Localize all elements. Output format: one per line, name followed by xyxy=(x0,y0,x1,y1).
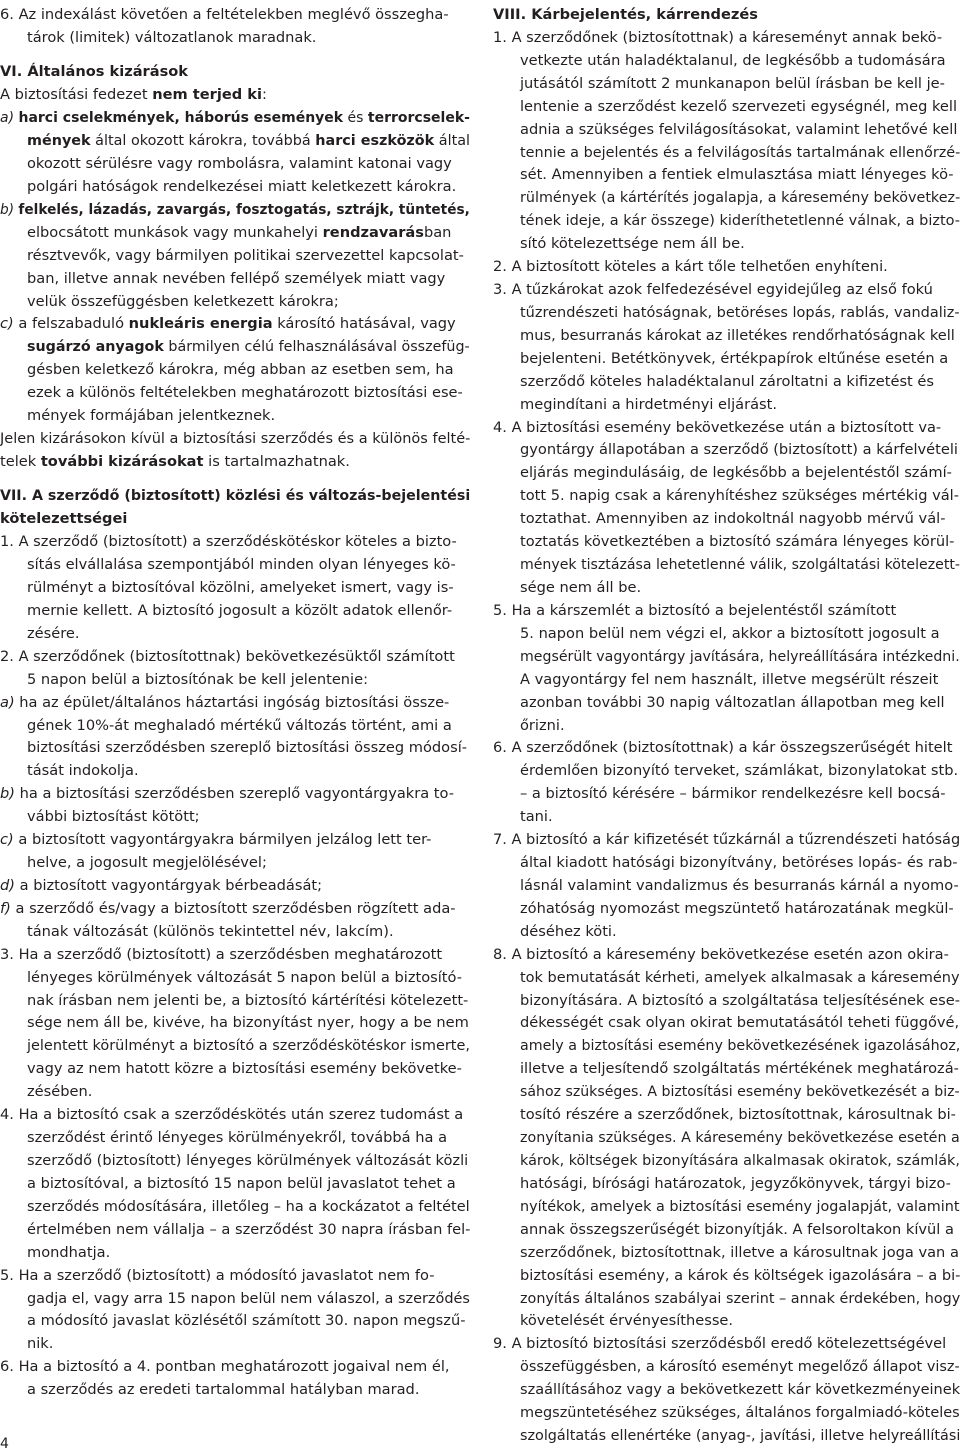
text-line xyxy=(520,1172,951,1196)
text-line xyxy=(520,1424,960,1448)
text-line xyxy=(0,897,456,921)
text-run: megszüntetéséhez szükséges, általános forgalmiadó-köteles xyxy=(520,1404,960,1421)
text-line xyxy=(520,782,946,806)
text-run: a szerződés az eredeti tartalommal hatályban marad. xyxy=(27,1381,420,1398)
text-run: károk, költségek bizonyítására alkalmasak okiratok, számlák, xyxy=(520,1152,960,1169)
text-line xyxy=(520,1378,960,1402)
text-line xyxy=(27,1241,110,1265)
text-line xyxy=(27,920,394,944)
text-run: szerződést érintő lényeges körülményekről, továbbá ha a xyxy=(27,1129,448,1146)
text-run: 6. A szerződőnek (biztosítottnak) a kár összegszerűségét hitelt xyxy=(493,739,953,756)
text-run: ban xyxy=(423,224,452,241)
text-run: déséhez köti. xyxy=(520,923,617,940)
text-run: biztosítási esemény, a károk és költségek igazolására – a bi- xyxy=(520,1267,960,1284)
text-run: is tartalmazhatnak. xyxy=(203,453,350,470)
text-run: : xyxy=(262,86,267,103)
text-run: vábbi biztosítást kötött; xyxy=(27,808,200,825)
text-line xyxy=(27,1034,470,1058)
text-line xyxy=(520,1287,960,1311)
text-line xyxy=(27,1057,462,1081)
text-line xyxy=(520,1011,959,1035)
text-run: 9. A biztosító biztosítási szerződésből eredő kötelezettségével xyxy=(493,1335,947,1352)
text-run: tárok (limitek) változatlanok maradnak. xyxy=(27,29,317,46)
text-line xyxy=(27,244,464,268)
text-line xyxy=(520,72,945,96)
text-run: telek xyxy=(0,453,41,470)
text-run: annak összegszerűségét bizonyítják. A felsoroltakon kívül a xyxy=(520,1221,954,1238)
text-run: Jelen kizárásokon kívül a biztosítási szerződés és a különös felté- xyxy=(0,430,471,447)
text-run: zésére. xyxy=(27,625,80,642)
text-run: bizonyítására. A biztosító a szolgáltatása teljesítésének ese- xyxy=(520,992,960,1009)
text-run: vetkezte után haladéktalanul, de legkésőbb a tudomására xyxy=(520,52,946,69)
text-line xyxy=(520,668,938,692)
text-run: jutásától számított 2 munkanapon belül írásban be kell je- xyxy=(520,75,945,92)
text-line xyxy=(0,530,457,554)
text-run: a felszabaduló xyxy=(13,315,129,332)
text-line xyxy=(0,828,431,852)
text-line xyxy=(27,553,456,577)
text-run: 8. A biztosító a káresemény bekövetkezése esetén azon okira- xyxy=(493,946,949,963)
text-run: követelését érvényesíthesse. xyxy=(520,1312,734,1329)
text-run: terrorcselek- xyxy=(367,109,470,126)
text-run: mondhatja. xyxy=(27,1244,111,1261)
text-run: okozott sérülésre vagy rombolásra, valamint katonai vagy xyxy=(27,155,452,172)
text-line xyxy=(0,782,454,806)
text-line xyxy=(520,393,777,417)
text-run: nem terjed ki xyxy=(152,86,263,103)
text-line xyxy=(520,1264,960,1288)
text-run: sége nem áll be, kivéve, ha bizonyítást nyer, hogy a be nem xyxy=(27,1014,469,1031)
text-line xyxy=(520,49,946,73)
text-run: 5. napon belül nem végzi el, akkor a biztosított jogosult a xyxy=(520,625,940,642)
text-line xyxy=(520,851,958,875)
text-line xyxy=(520,576,641,600)
text-line xyxy=(0,60,188,84)
text-run: és xyxy=(343,109,368,126)
text-run: szaállításához vagy a bekövetkezett kár következményeinek xyxy=(520,1381,960,1398)
text-line xyxy=(27,381,463,405)
text-run: d) xyxy=(0,877,15,894)
text-run: mények tisztázása lehetetlenné válik, szolgáltatási kötelezett- xyxy=(520,556,960,573)
text-run: a) xyxy=(0,109,15,126)
text-line xyxy=(520,1080,960,1104)
text-line xyxy=(520,370,934,394)
text-run: gének 10%-át meghaladó mértékű változás történt, ami a xyxy=(27,717,452,734)
text-run: lényeges körülmények változását 5 napon belül a biztosító- xyxy=(27,969,462,986)
text-run: rülmények (a kártérítés jogalapja, a káresemény bekövetkez- xyxy=(520,189,960,206)
text-run: zonyítania szükséges. A káresemény bekövetkezése esetén a xyxy=(520,1129,960,1146)
text-line xyxy=(0,484,470,508)
text-run: további kizárásokat xyxy=(40,453,204,470)
text-line xyxy=(520,966,960,990)
text-run: ha az épület/általános háztartási ingóság biztosítási össze- xyxy=(14,694,450,711)
text-line xyxy=(493,278,933,302)
text-run: 3. Ha a szerződő (biztosított) a szerződésben meghatározott xyxy=(0,946,443,963)
text-run: szerződőnek, biztosítottnak, illetve a károsultnak joga van a xyxy=(520,1244,959,1261)
text-line xyxy=(0,1103,463,1127)
text-run: őrizni. xyxy=(520,717,565,734)
text-run: b) xyxy=(0,201,15,218)
text-run: érdemlően bizonyító terveket, számlákat, bizonylatokat stb. xyxy=(520,762,959,779)
text-line xyxy=(520,553,960,577)
text-line xyxy=(0,83,267,107)
text-run: a szerződő és/vagy a biztosított szerződésben rögzített ada- xyxy=(10,900,456,917)
text-line xyxy=(520,301,960,325)
text-run: 5. Ha a kárszemlét a biztosító a bejelentéstől számított xyxy=(493,602,897,619)
text-line xyxy=(520,645,960,669)
text-run: lentenie a szerződést kezelő szervezeti egységnél, meg kell xyxy=(520,98,958,115)
text-line xyxy=(0,450,350,474)
text-line xyxy=(520,484,959,508)
text-line xyxy=(27,1080,92,1104)
text-run: értelmében nem vállalja – a szerződést 30 napra írásban fel- xyxy=(27,1221,471,1238)
text-run: b) xyxy=(0,785,15,802)
text-line xyxy=(27,668,368,692)
text-line xyxy=(520,530,954,554)
text-run: – a biztosító kérésére – bármikor rendelkezésre kell bocsá- xyxy=(520,785,946,802)
text-run: vagy az nem hatott közre a biztosítási esemény bekövetke- xyxy=(27,1060,462,1077)
text-run: c) xyxy=(0,831,14,848)
text-run: a módosító javaslat közlésétől számított 30. napon megszű- xyxy=(27,1312,466,1329)
text-line xyxy=(520,759,958,783)
text-line xyxy=(0,874,322,898)
text-line xyxy=(493,943,949,967)
text-run: mények formájában jelentkeznek. xyxy=(27,407,276,424)
text-run: által xyxy=(434,132,471,149)
page-number: 4 xyxy=(0,1436,9,1452)
text-line xyxy=(520,1149,960,1173)
text-line xyxy=(0,691,449,715)
text-run: mernie kellett. A biztosító jogosult a közölt adatok ellenőr- xyxy=(27,602,453,619)
text-line xyxy=(520,186,960,210)
text-line xyxy=(520,1309,733,1333)
text-run: zóhatóság nyomozást megszüntető határozatának megkül- xyxy=(520,900,954,917)
text-line xyxy=(520,1218,954,1242)
text-run: károsító hatásával, vagy xyxy=(272,315,456,332)
text-run: 3. A tűzkárokat azok felfedezésével egyidejűleg az első fokú xyxy=(493,281,933,298)
text-run: a) xyxy=(0,694,15,711)
text-run: nak írásban nem jelenti be, a biztosító kártérítési kötelezett- xyxy=(27,992,469,1009)
text-line xyxy=(27,1172,456,1196)
text-line xyxy=(27,714,452,738)
text-line xyxy=(27,1287,470,1311)
text-run: A biztosítási fedezet xyxy=(0,86,153,103)
text-line xyxy=(0,1355,450,1379)
text-line xyxy=(27,26,316,50)
text-run: jelentett körülményt a biztosító a szerződéskötéskor ismerte, xyxy=(27,1037,470,1054)
text-line xyxy=(27,805,200,829)
text-line xyxy=(520,897,954,921)
text-run: mények xyxy=(27,132,91,149)
text-line xyxy=(520,95,957,119)
text-run: f) xyxy=(0,900,11,917)
text-run: c) xyxy=(0,315,14,332)
text-line xyxy=(493,416,941,440)
text-run: 4. Ha a biztosító csak a szerződéskötés után szerez tudomást a xyxy=(0,1106,464,1123)
text-run: 6. Ha a biztosító a 4. pontban meghatározott jogaival nem él, xyxy=(0,1358,450,1375)
text-line xyxy=(520,874,959,898)
text-line xyxy=(520,347,948,371)
text-line xyxy=(493,1332,946,1356)
text-run: felkelés, lázadás, zavargás, fosztogatás, sztrájk, tüntetés, xyxy=(18,201,470,218)
text-run: toztathat. Amennyiben az indokoltnál nagyobb mérvű vál- xyxy=(520,510,946,527)
text-run: rendzavarás xyxy=(322,224,424,241)
text-run: zésében. xyxy=(27,1083,93,1100)
text-line xyxy=(520,1034,960,1058)
text-line xyxy=(0,3,449,27)
text-run: dékességét csak olyan okirat bemutatásától teheti függővé, xyxy=(520,1014,960,1031)
text-run: illetve a teljesítendő szolgáltatás mértékének meghatározá- xyxy=(520,1060,959,1077)
text-run: harci cselekmények, háborús események xyxy=(18,109,344,126)
text-line xyxy=(27,599,452,623)
text-line xyxy=(520,507,945,531)
text-line xyxy=(493,828,960,852)
text-run: 6. Az indexálást követően a feltételekben meglévő összegha- xyxy=(0,6,449,23)
text-line xyxy=(520,805,553,829)
text-run: szerződő köteles haladéktalanul zároltatni a kifizetést és xyxy=(520,373,934,390)
text-run: ha a biztosítási szerződésben szereplő vagyontárgyakra to- xyxy=(14,785,454,802)
text-run: ban, illetve annak nevében fellépő személyek miatt vagy xyxy=(27,270,446,287)
text-line xyxy=(520,141,960,165)
text-line xyxy=(27,1195,470,1219)
text-run: sító kötelezettsége nem áll be. xyxy=(520,235,745,252)
text-line xyxy=(520,232,745,256)
text-line xyxy=(27,759,139,783)
text-run: összefüggésben, a károsító eseményt megelőző állapot visz- xyxy=(520,1358,960,1375)
text-run: tosító részére a szerződőnek, biztosítottnak, károsultnak bi- xyxy=(520,1106,956,1123)
text-run: kötelezettségei xyxy=(0,510,128,527)
text-line xyxy=(27,129,470,153)
text-run: tani. xyxy=(520,808,553,825)
text-line xyxy=(520,209,960,233)
text-run: tának változását (különös tekintettel név, lakcím). xyxy=(27,923,394,940)
text-line xyxy=(0,198,470,222)
text-run: a biztosított vagyontárgyakra bármilyen jelzálog lett ter- xyxy=(13,831,432,848)
text-line xyxy=(0,312,456,336)
text-run: VI. Általános kizárások xyxy=(0,63,189,80)
text-run: sét. Amennyiben a fentiek elmulasztása miatt lényeges kö- xyxy=(520,166,954,183)
text-run: 2. A szerződőnek (biztosítottnak) bekövetkezésüktől számított xyxy=(0,648,455,665)
text-run: nik. xyxy=(27,1335,54,1352)
text-run: azonban további 30 napig változatlan állapotban meg kell xyxy=(520,694,945,711)
text-run: A vagyontárgy fel nem használt, illetve megsérült részeit xyxy=(520,671,939,688)
text-run: tének ideje, a kár összege) kideríthetetlenné válnak, a bizto- xyxy=(520,212,960,229)
text-run: bejelenteni. Betétkönyvek, értékpapírok eltűnése esetén a xyxy=(520,350,949,367)
text-line xyxy=(27,1309,465,1333)
text-line xyxy=(0,1264,435,1288)
text-run: gadja el, vagy arra 15 napon belül nem válaszol, a szerződés xyxy=(27,1290,470,1307)
text-run: sége nem áll be. xyxy=(520,579,642,596)
text-line xyxy=(520,461,952,485)
text-line xyxy=(520,324,955,348)
text-run: sítás elvállalása szempontjából minden olyan lényeges kö- xyxy=(27,556,456,573)
text-line xyxy=(27,1378,419,1402)
text-run: által kiadott hatósági bizonyítvány, betöréses lopás- és rab- xyxy=(520,854,958,871)
text-run: 1. A szerződő (biztosított) a szerződéskötéskor köteles a bizto- xyxy=(0,533,457,550)
text-run: résztvevők, vagy bármilyen politikai szervezettel kapcsolat- xyxy=(27,247,464,264)
text-line xyxy=(27,358,454,382)
text-run: szerződő (biztosított) lényeges körülmények változását közli xyxy=(27,1152,469,1169)
text-run: 1. A szerződőnek (biztosítottnak) a káreseményt annak bekö- xyxy=(493,29,943,46)
text-run: 5 napon belül a biztosítónak be kell jelentenie: xyxy=(27,671,368,688)
text-line xyxy=(520,920,617,944)
text-run: tott 5. napig csak a kárenyhítéshez szükséges mértékig vál- xyxy=(520,487,960,504)
text-line xyxy=(27,1332,53,1356)
text-line xyxy=(520,691,945,715)
text-line xyxy=(520,1126,960,1150)
text-run: harci eszközök xyxy=(315,132,435,149)
text-run: VII. A szerződő (biztosított) közlési és változás-bejelentési xyxy=(0,487,471,504)
text-line xyxy=(520,1057,959,1081)
text-run: polgári hatóságok rendelkezései miatt keletkezett károkra. xyxy=(27,178,457,195)
text-line xyxy=(520,1195,960,1219)
text-line xyxy=(27,1011,469,1035)
text-run: megsérült vagyontárgy javítására, helyreállítására intézkedni. xyxy=(520,648,960,665)
text-run: tását indokolja. xyxy=(27,762,139,779)
text-line xyxy=(520,1355,960,1379)
text-run: megindítani a hirdetményi eljárást. xyxy=(520,396,777,413)
text-line xyxy=(27,851,267,875)
text-line xyxy=(27,989,468,1013)
text-run: lásnál valamint vandalizmus és besurranás kárnál a nyomo- xyxy=(520,877,959,894)
text-line xyxy=(27,267,445,291)
text-run: ezek a különös feltételekben meghatározott biztosítási ese- xyxy=(27,384,463,401)
text-run: toztatás következtében a biztosító számára lényeges körül- xyxy=(520,533,955,550)
text-line xyxy=(27,1218,470,1242)
text-line xyxy=(0,645,455,669)
text-run: mus, besurranás károkat az illetékes rendőrhatóságnak kell xyxy=(520,327,955,344)
text-run: zonyítás általános szabályai szerint – annak érdekében, hogy xyxy=(520,1290,960,1307)
text-run: a biztosítóval, a biztosító 15 napon belül javaslatot tehet a xyxy=(27,1175,456,1192)
text-run: szolgáltatás ellenértéke (anyag-, javítási, illetve helyreállítási xyxy=(520,1427,960,1444)
text-run: 7. A biztosító a kár kifizetését tűzkárnál a tűzrendészeti hatóság xyxy=(493,831,960,848)
text-run: tok bemutatását kérheti, amelyek alkalmasak a káresemény xyxy=(520,969,960,986)
text-run: 4. A biztosítási esemény bekövetkezése után a biztosított va- xyxy=(493,419,942,436)
text-run: tűzrendészeti hatóságnak, betöréses lopás, rablás, vandaliz- xyxy=(520,304,960,321)
text-run: nyítékok, amelyek a biztosítási esemény jogalapját, valamint xyxy=(520,1198,960,1215)
text-line xyxy=(0,507,127,531)
text-run: velük összefüggésben keletkezett károkra; xyxy=(27,293,339,310)
text-line xyxy=(520,1103,956,1127)
text-run: hatósági, bírósági határozatok, jegyzőkönyvek, tárgyi bizo- xyxy=(520,1175,951,1192)
text-line xyxy=(0,943,442,967)
text-line xyxy=(493,736,952,760)
text-run: bármilyen célú felhasználásával összefüg- xyxy=(163,338,470,355)
text-run: elbocsátott munkások vagy munkahelyi xyxy=(27,224,323,241)
text-line xyxy=(27,736,467,760)
text-run: sához szükséges. A biztosítási esemény bekövetkezését a biz- xyxy=(520,1083,960,1100)
text-line xyxy=(520,438,958,462)
text-run: által okozott károkra, továbbá xyxy=(90,132,316,149)
text-line xyxy=(493,3,758,27)
text-run: 5. Ha a szerződő (biztosított) a módosító javaslatot nem fo- xyxy=(0,1267,435,1284)
text-line xyxy=(520,714,565,738)
text-line xyxy=(27,404,275,428)
text-run: eljárás megindulásáig, de legkésőbb a bejelentéstől számí- xyxy=(520,464,952,481)
text-line xyxy=(520,163,954,187)
text-run: sugárzó anyagok xyxy=(27,338,164,355)
text-line xyxy=(520,622,940,646)
text-line xyxy=(27,622,80,646)
text-run: a biztosított vagyontárgyak bérbeadását; xyxy=(14,877,323,894)
text-line xyxy=(493,26,942,50)
text-run: nukleáris energia xyxy=(128,315,273,332)
text-line xyxy=(27,290,339,314)
text-line xyxy=(27,221,451,245)
text-line xyxy=(27,966,462,990)
text-run: rülményt a biztosítóval közölni, amelyeket ismert, vagy is- xyxy=(27,579,454,596)
text-run: VIII. Kárbejelentés, kárrendezés xyxy=(493,6,758,23)
text-run: szerződés módosítására, illetőleg – ha a kockázatot a feltétel xyxy=(27,1198,470,1215)
text-line xyxy=(493,599,896,623)
text-line xyxy=(0,106,470,130)
text-line xyxy=(27,1126,447,1150)
text-line xyxy=(0,427,470,451)
text-line xyxy=(27,576,454,600)
text-run: amely a biztosítási esemény bekövetkezésének igazolásához, xyxy=(520,1037,960,1054)
text-line xyxy=(520,118,957,142)
text-line xyxy=(520,1401,960,1425)
text-line xyxy=(27,152,452,176)
text-run: tennie a bejelentés és a felvilágosítás tartalmának ellenőrzé- xyxy=(520,144,960,161)
text-line xyxy=(520,989,960,1013)
text-line xyxy=(27,335,470,359)
text-line xyxy=(520,1241,959,1265)
text-line xyxy=(27,175,456,199)
text-run: gésben keletkező károkra, még abban az esetben sem, ha xyxy=(27,361,454,378)
text-run: helve, a jogosult megjelölésével; xyxy=(27,854,267,871)
text-run: biztosítási szerződésben szereplő biztosítási összeg módosí- xyxy=(27,739,468,756)
text-run: gyontárgy állapotában a szerződő (biztosított) a kárfelvételi xyxy=(520,441,958,458)
text-run: adnia a szükséges felvilágosításokat, valamint lehetővé kell xyxy=(520,121,958,138)
text-line xyxy=(493,255,888,279)
text-run: 2. A biztosított köteles a kárt tőle telhetően enyhíteni. xyxy=(493,258,888,275)
text-line xyxy=(27,1149,468,1173)
